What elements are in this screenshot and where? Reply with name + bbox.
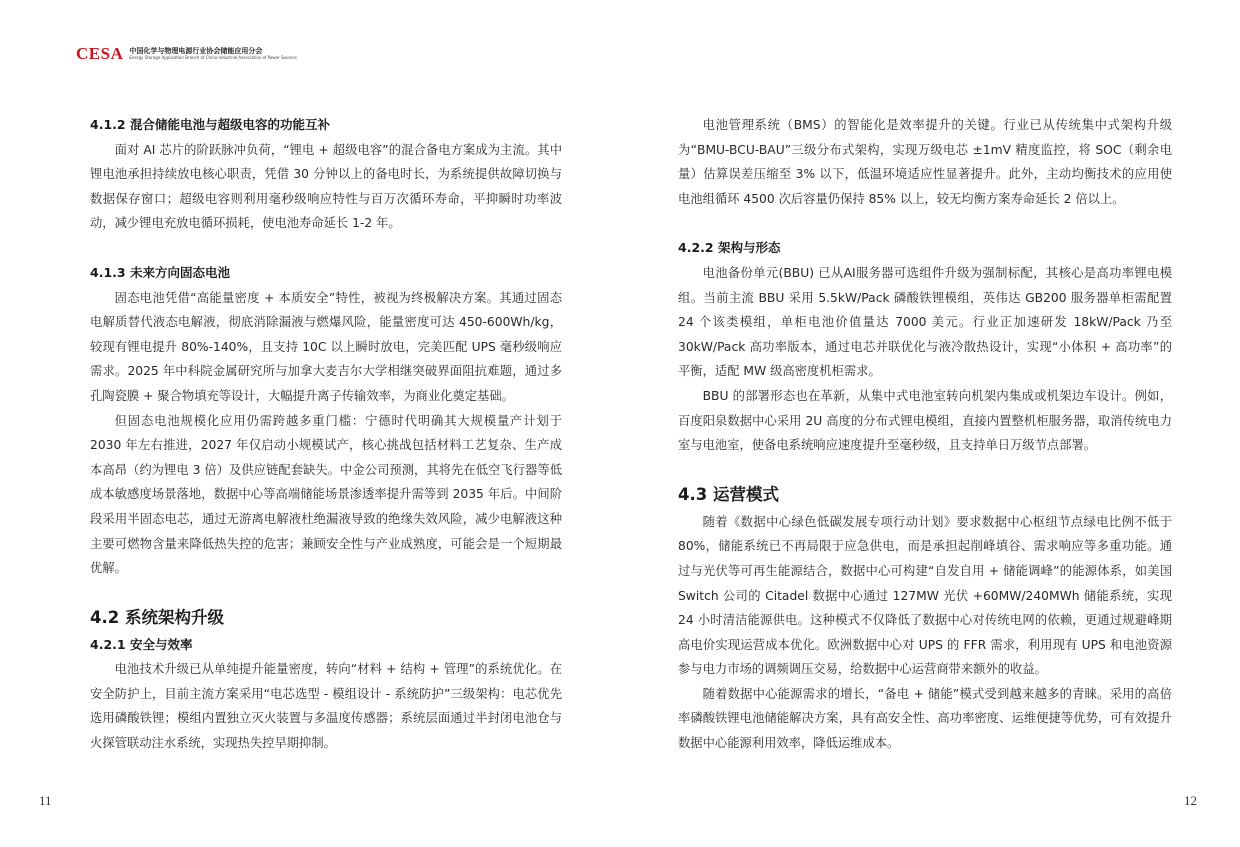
page-number-right: 12 xyxy=(1184,793,1197,808)
section-4-1-2-heading: 4.1.2 混合储能电池与超级电容的功能互补 xyxy=(90,117,330,132)
section-4-2-1-paragraph: 电池技术升级已从单纯提升能量密度，转向“材料 + 结构 + 管理”的系统优化。在安全防护上，目前主流方案采用“电芯选型 - 模组设计 - 系统防护”三级架构：电芯优先选用磷酸铁锂；模组内置独立灭火装置与多温度传感器；系统层面通过半封闭电池仓与火探管联动注水系统，实现热失控早期抑制。 xyxy=(90,662,562,751)
logo-text xyxy=(129,45,296,60)
section-4-3-paragraph-1: 随着《数据中心绿色低碳发展专项行动计划》要求数据中心枢纽节点绿电比例不低于 80%，储能系统已不再局限于应急供电，而是承担起削峰填谷、需求响应等多重功能。通过与光伏等可再生能源结合，数据中心可构建“自发自用 + 储能调峰”的能源体系，如美国 Switch 公司的 Citadel 数据中心通过 127MW 光伏 +60MW/240MWh 储能系统，实现 24 小时清洁能源供电。这种模式不仅降低了数据中心对传统电网的依赖，更通过规避峰期高电价实现运营成本优化。欧洲数据中心对 UPS 的 FFR 需求，利用现有 UPS 和电池资源参与电力市场的调频调压交易，给数据中心运营商带来额外的收益。 xyxy=(678,514,1172,677)
cesa-logo xyxy=(76,45,297,65)
logo-org-name-en: Energy Storage Application Branch of China Industrial Association of Power Sources xyxy=(129,55,297,60)
logo-org-name-cn: 中国化学与物理电源行业协会储能应用分会 xyxy=(129,47,263,55)
section-4-1-2-paragraph: 面对 AI 芯片的阶跃脉冲负荷，“锂电 + 超级电容”的混合备电方案成为主流。其中锂电池承担持续放电核心职责，凭借 30 分钟以上的备电时长，为系统提供故障切换与数据保存窗口；超级电容则利用毫秒级响应特性与百万次循环寿命，平抑瞬时功率波动，减少锂电充放电循环损耗，使电池寿命延长 1-2 年。 xyxy=(90,142,562,231)
section-4-3-paragraph-2: 随着数据中心能源需求的增长，“备电 + 储能”模式受到越来越多的青睐。采用的高倍率磷酸铁锂电池储能解决方案，具有高安全性、高功率密度、运维便捷等优势，可有效提升数据中心能源利用效率，降低运维成本。 xyxy=(678,686,1172,751)
section-4-1-3-heading: 4.1.3 未来方向固态电池 xyxy=(90,264,230,280)
left-page-column xyxy=(90,113,562,756)
bms-paragraph: 电池管理系统（BMS）的智能化是效率提升的关键。行业已从传统集中式架构升级为“BMU-BCU-BAU”三级分布式架构，实现万级电芯 ±1mV 精度监控，将 SOC（剩余电量）估算误差压缩至 3% 以下，低温环境适应性显著提升。此外，主动均衡技术的应用使电池组循环 4500 次后容量仍保持 85% 以上，较无均衡方案寿命延长 2 倍以上。 xyxy=(678,118,1172,206)
page-number-left: 11 xyxy=(39,793,52,808)
section-4-2-heading: 4.2 系统架构升级 xyxy=(90,607,224,627)
section-4-2-2-paragraph-1: 电池备份单元(BBU) 已从AI服务器可选组件升级为强制标配，其核心是高功率锂电模组。当前主流 BBU 采用 5.5kW/Pack 磷酸铁锂模组，英伟达 GB200 服务器单柜需配置 24 个该类模组，单柜电池价值量达 7000 美元。行业正加速研发 18kW/Pack 乃至 30kW/Pack 高功率版本，通过电芯并联优化与液冷散热设计，实现“小体积 + 高功率”的平衡，适配 MW 级高密度机柜需求。 xyxy=(678,265,1172,379)
right-page-column xyxy=(678,113,1172,756)
section-4-2-2-paragraph-2: BBU 的部署形态也在革新，从集中式电池室转向机架内集成或机架边车设计。例如，百度阳泉数据中心采用 2U 高度的分布式锂电模组，直接内置整机柜服务器，取消传统电力室与电池室，使备电系统响应速度提升至毫秒级，且支持单日万级节点部署。 xyxy=(678,388,1172,453)
section-4-1-3-paragraph-1: 固态电池凭借“高能量密度 + 本质安全”特性，被视为终极解决方案。其通过固态电解质替代液态电解液，彻底消除漏液与燃爆风险，能量密度可达 450-600Wh/kg，较现有锂电提升 80%-140%，且支持 10C 以上瞬时放电，完美匹配 UPS 毫秒级响应需求。2025 年中科院金属研究所与加拿大麦吉尔大学相继突破界面阻抗难题，通过多孔陶瓷膜 + 聚合物填充等设计，大幅提升离子传输效率，为商业化奠定基础。 xyxy=(90,290,562,403)
section-4-2-1-heading: 4.2.1 安全与效率 xyxy=(90,636,193,652)
section-4-3-heading: 4.3 运营模式 xyxy=(678,484,779,504)
section-4-2-2-heading: 4.2.2 架构与形态 xyxy=(678,240,781,256)
section-4-1-3-paragraph-2: 但固态电池规模化应用仍需跨越多重门槛：宁德时代明确其大规模量产计划于 2030 年左右推进，2027 年仅启动小规模试产，核心挑战包括材料工艺复杂、生产成本高昂（约为锂电 3 倍）及供应链配套缺失。中金公司预测，其将先在低空飞行器等低成本敏感度场景落地，数据中心等高端储能场景渗透率提升需等到 2035 年后。中间阶段采用半固态电芯，通过无游离电解液杜绝漏液导致的绝缘失效风险，减少电解液这种主要可燃物含量来降低热失控的危害；兼顾安全性与产业成熟度，可能会是一个短期最优解。 xyxy=(90,413,562,576)
logo-mark: CESA xyxy=(76,44,124,63)
